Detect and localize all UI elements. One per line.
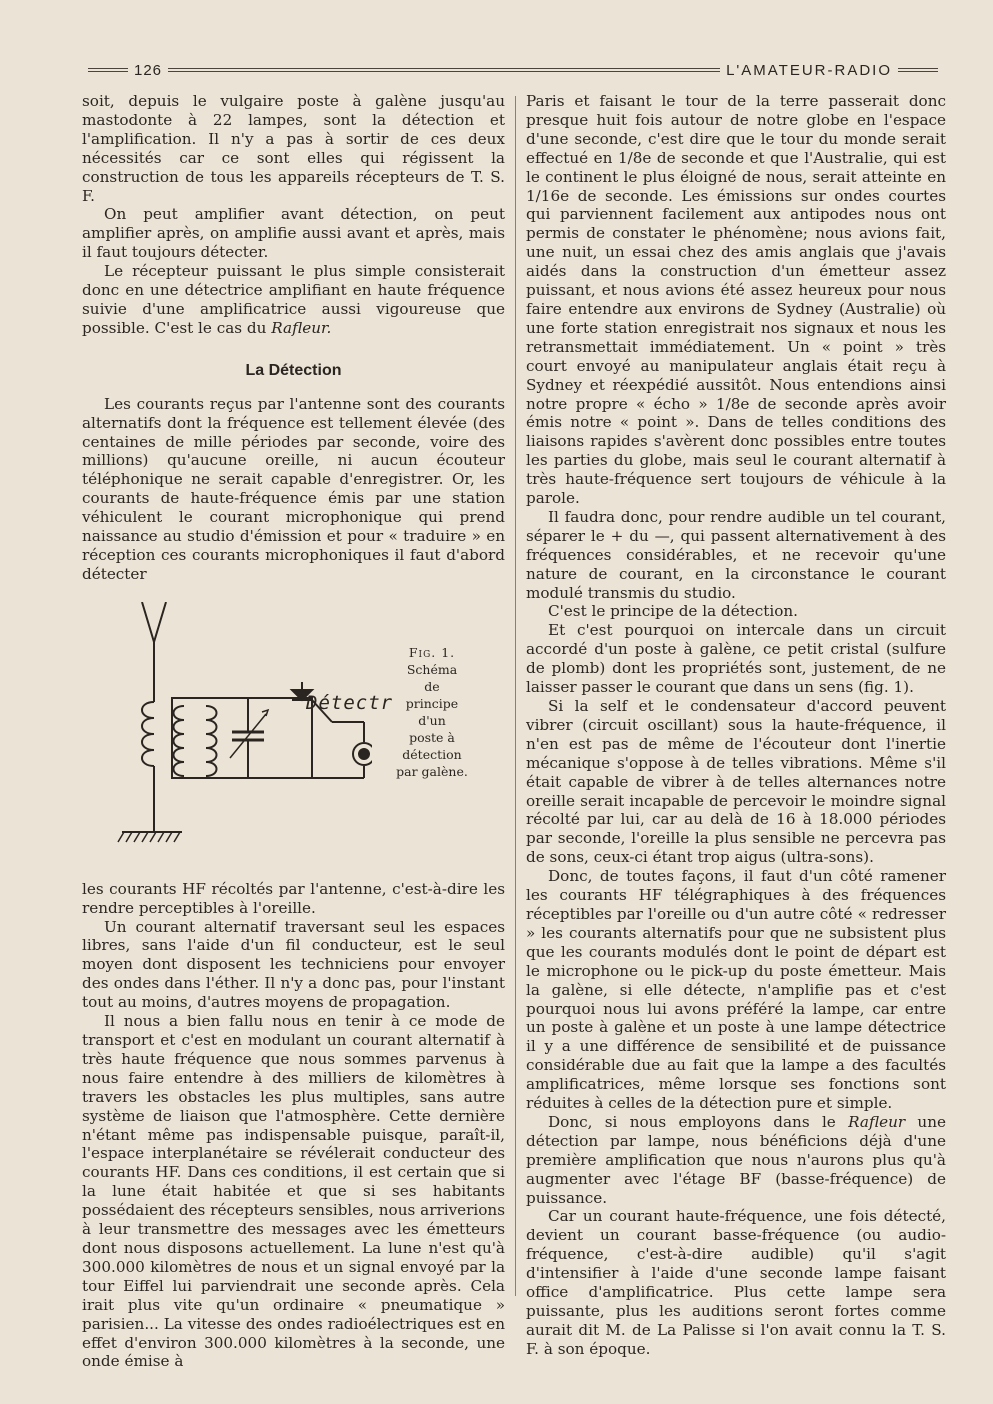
paragraph: C'est le principe de la détection. [548,602,799,621]
caption-line: par galène. [396,763,468,779]
paragraph: Paris et faisant le tour de la terre passerait donc presque huit fois autour de notre globe en l'espace d'une seconde, c'est dire que le tour du monde serait effectué en 1/8e de seconde et que l'Australie, qui est le continent le plus éloigné de nous, serait atteinte en 1/16e de seconde. Les émissions sur ondes courtes qui parviennent facilement aux antipodes nous ont permis de constater le phénomène; nous avions fait, une nuit, un essai chez des amis anglais que j'avais aidés dans la construction d'un émetteur assez puissant, et nous avions été assez heureux pour nous faire entendre aux environs de Sydney (Australie) où une forte station enregistrait nos signaux et nous les retransmettait immédiatement. Un « point » très court envoyé au manipulateur anglais était reçu à Sydney et réexpédié aussitôt. Nous entendions ainsi notre propre « écho » 1/8e de seconde après avoir émis notre « point ». Dans de telles conditions des liaisons rapides s'avèrent donc possibles entre toutes les parties du globe, mais seul le courant alternatif à très haute-fréquence sert toujours de véhicule à la parole. [526,92,946,508]
paragraph [526,1113,946,1208]
figure-1 [82,590,505,872]
paragraph: Donc, de toutes façons, il faut d'un côté ramener les courants HF télégraphiques à des fréquences réceptibles par l'oreille ou d'un autre côté « redresser » les courants alternatifs pour que ne subsistent plus que les courants modulés dont le point de départ est le microphone ou le pick-up du poste émetteur. Mais la galène, si elle détecte, n'amplifie pas et c'est pourquoi nous lui avons préféré la lampe, car entre un poste à galène et un poste à une lampe détectrice il y a une différence de sensibilité et de puissance considérable due au fait que la lampe a des facultés amplificatrices, même lorsque ses fonctions sont réduites à celles de la détection pure et simple. [526,867,946,1113]
caption-line: de [424,678,440,694]
paragraph-text: Le récepteur puissant le plus simple consisterait donc en une détectrice amplifiant en haute fréquence suivie d'une amplificatrice aussi vigoureuse que possible. C'est le cas du [82,262,505,337]
page-number: 126 [134,61,163,79]
caption-line: d'un [418,712,446,728]
paragraph: Il faudra donc, pour rendre audible un tel courant, séparer le + du —, qui passent alternativement à des fréquences considérables, et ne recevoir qu'une nature de courant, en la circonstance le courant modulé transmis du studio. [526,507,946,602]
right-column [526,92,946,1359]
detector-label: Détectr [306,691,394,714]
header-rule-middle [168,68,720,72]
paragraph-text: une détection par lampe, nous bénéficions déjà d'une première amplification que nous n'aurons plus qu'à augmenter avec l'étage BF (basse-fréquence) de puissance. [526,1112,946,1207]
paragraph: soit, depuis le vulgaire poste à galène jusqu'au mastodonte à 22 lampes, sont la détection et l'amplification. Il n'y a pas à sortir de ces deux nécessités car ce sont elles qui régissent la construction de tous les appareils récepteurs de T. S. F. [82,92,505,205]
figure-caption [382,644,482,780]
caption-line: détection [402,746,462,762]
left-column [82,92,505,1371]
figure-label: Fig. 1. [408,644,456,660]
paragraph: Il nous a bien fallu nous en tenir à ce mode de transport et c'est en modulant un courant alternatif à très haute fréquence que nous sommes parvenus à nous faire entendre à des milliers de kilomètres à travers les obstacles les plus multiples, sans autre système de liaison que l'atmosphère. Cette dernière n'étant même pas indispensable puisque, paraît-il, l'espace interplanétaire se révélerait conducteur des courants HF. Dans ces conditions, il est certain que si la lune était habitée et que si ses habitants possédaient des récepteurs sensibles, nous arriverions à leur transmettre des messages avec les émetteurs dont nous disposons actuellement. La lune n'est qu'à 300.000 kilomètres de nous et un signal envoyé par la tour Eiffel lui parviendrait une seconde après. Cela irait plus vite qu'un ordinaire « pneumatique » parisien... La vitesse des ondes radioélectriques est en effet d'environ 300.000 kilomètres à la seconde, une onde émise à [82,1012,505,1371]
header-rule-right [898,68,938,72]
crystal-detector-schematic [102,602,372,862]
paragraph: On peut amplifier avant détection, on peut amplifier après, on amplifie aussi avant et après, mais il faut toujours détecter. [82,205,505,262]
header-rule-left [88,68,128,72]
paragraph: Les courants reçus par l'antenne sont des courants alternatifs dont la fréquence est tellement élevée (des centaines de mille périodes par seconde, voire des millions) qu'aucune oreille, ni aucun écouteur téléphonique ne serait capable d'enregistrer. Or, les courants de haute-fréquence émis par une station véhiculent le courant microphonique qui prend naissance au studio d'émission et pour « traduire » en réception ces courants microphoniques il faut d'abord détecter [82,394,505,583]
paragraph: Un courant alternatif traversant seul les espaces libres, sans l'aide d'un fil conducteur, est le seul moyen dont disposent les techniciens pour envoyer des ondes dans l'éther. Il n'y a donc pas, pour l'instant tout au moins, d'autres moyens de propagation. [82,917,505,1012]
rafleur-italic: Rafleur. [271,318,332,337]
column-divider [515,96,516,1296]
paragraph [82,262,505,338]
paragraph-text: Donc, si nous employons dans le [548,1112,849,1131]
caption-line: poste à [409,729,455,745]
paragraph: Si la self et le condensateur d'accord peuvent vibrer (circuit oscillant) sous la haute-fréquence, il n'en est pas de même de l'écouteur dont l'inertie mécanique s'oppose à de telles vibrations. Même s'il était capable de vibrer à de telles alternances notre oreille serait incapable de percevoir le moindre signal récolté par lui, car au delà de 16 à 18.000 périodes par seconde, l'oreille la plus sensible ne percevra pas de sons, ceux-ci étant trop aigus (ultra-sons). [526,697,946,867]
caption-line: principe [405,695,459,711]
caption-line: Schéma [406,661,458,677]
paragraph: Et c'est pourquoi on intercale dans un circuit accordé d'un poste à galène, ce petit cristal (sulfure de plomb) dont les propriétés sont, justement, de ne laisser passer le courant que dans un sens (fig. 1). [526,621,946,697]
rafleur-italic: Rafleur [848,1112,906,1131]
paragraph: les courants HF récoltés par l'antenne, c'est-à-dire les rendre perceptibles à l'oreille. [82,879,505,917]
journal-title: L'AMATEUR-RADIO [726,61,892,79]
paragraph: Car un courant haute-fréquence, une fois détecté, devient un courant basse-fréquence (ou audio-fréquence, c'est-à-dire audible) qu'il s'agit d'intensifier à l'aide d'une seconde lampe faisant office d'amplificatrice. Plus cette lampe sera puissante, plus les auditions seront fortes comme aurait dit M. de La Palisse si l'on avait connu la T. S. F. à son époque. [526,1207,946,1358]
page-header [82,58,944,82]
section-title: La Détection [245,361,342,379]
